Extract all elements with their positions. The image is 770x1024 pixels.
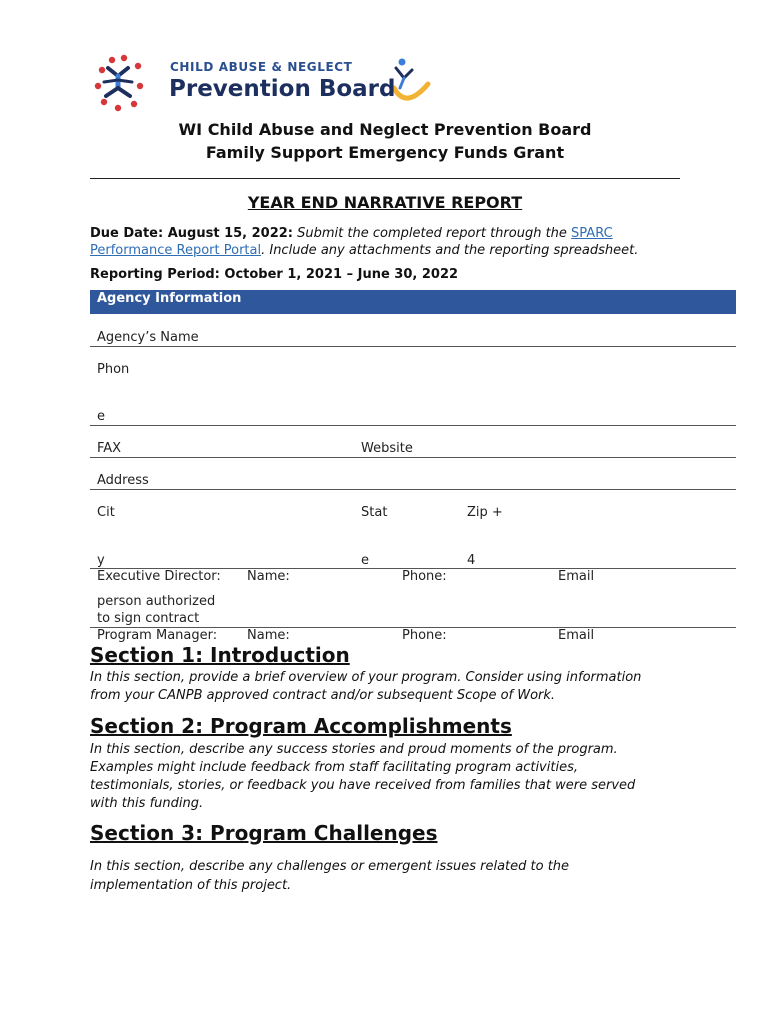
state-label-a: Stat (361, 505, 388, 520)
website-label: Website (361, 441, 413, 456)
report-title: YEAR END NARRATIVE REPORT (247, 193, 523, 212)
exec-phone-label: Phone: (402, 569, 447, 584)
person-authorized-line-1: person authorized (97, 594, 216, 609)
due-date-label: Due Date: August 15, 2022: (90, 226, 293, 241)
due-date-text-1: Submit the completed report through the (293, 226, 572, 241)
due-date-text-2: . Include any attachments and the reporting spreadsheet. (261, 243, 639, 258)
section-3-heading: Section 3: Program Challenges (90, 821, 438, 845)
sparc-link-2[interactable]: Performance Report Portal (90, 243, 262, 258)
title-line-2: Family Support Emergency Funds Grant (205, 143, 565, 162)
agency-name-field[interactable] (90, 346, 736, 347)
phone-label-a: Phon (97, 362, 130, 377)
logo-child-icon (394, 59, 428, 99)
section-1-line-2: from your CANPB approved contract and/or subsequent Scope of Work. (90, 688, 556, 703)
city-label-b: y (97, 553, 105, 568)
header-rule (90, 178, 680, 179)
city-label-a: Cit (97, 505, 115, 520)
address-field[interactable] (90, 489, 736, 490)
logo-main-text: Prevention Board (169, 76, 396, 102)
person-authorized-line-2: to sign contract (97, 611, 200, 626)
pm-phone-label: Phone: (402, 628, 447, 643)
fax-website-field[interactable] (90, 457, 736, 458)
fax-label: FAX (97, 441, 122, 456)
due-date-line-1 (90, 225, 613, 242)
exec-email-label: Email (558, 569, 595, 584)
exec-name-label: Name: (247, 569, 290, 584)
agency-info-label: Agency Information (97, 291, 242, 306)
zip-label-b: 4 (467, 553, 476, 568)
section-3-line-2: implementation of this project. (90, 878, 292, 893)
title-line-1: WI Child Abuse and Neglect Prevention Board (178, 120, 592, 139)
pm-email-label: Email (558, 628, 595, 643)
logo-figures-icon (95, 55, 143, 111)
pm-name-label: Name: (247, 628, 290, 643)
phone-label-b: e (97, 409, 105, 424)
reporting-period: Reporting Period: October 1, 2021 – June 30, 2022 (90, 267, 459, 282)
exec-director-label: Executive Director: (97, 569, 221, 584)
phone-field[interactable] (90, 425, 736, 426)
address-label: Address (97, 473, 149, 488)
sparc-link-1[interactable]: SPARC (571, 226, 613, 241)
section-3-line-1: In this section, describe any challenges or emergent issues related to the (90, 859, 570, 874)
section-2-line-1: In this section, describe any success stories and proud moments of the program. (90, 742, 618, 757)
state-label-b: e (361, 553, 369, 568)
program-manager-label: Program Manager: (97, 628, 218, 643)
zip-label-a: Zip + (467, 505, 503, 520)
section-1-heading: Section 1: Introduction (90, 643, 350, 667)
agency-name-label: Agency’s Name (97, 330, 199, 345)
section-2-heading: Section 2: Program Accomplishments (90, 714, 512, 738)
section-2-line-3: testimonials, stories, or feedback you have received from families that were served (90, 778, 636, 793)
section-2-line-4: with this funding. (90, 796, 204, 811)
section-1-line-1: In this section, provide a brief overview of your program. Consider using information (90, 670, 642, 685)
due-date-line-2 (90, 242, 638, 259)
logo-top-text: CHILD ABUSE & NEGLECT (170, 60, 353, 74)
section-2-line-2: Examples might include feedback from staff facilitating program activities, (90, 760, 578, 775)
